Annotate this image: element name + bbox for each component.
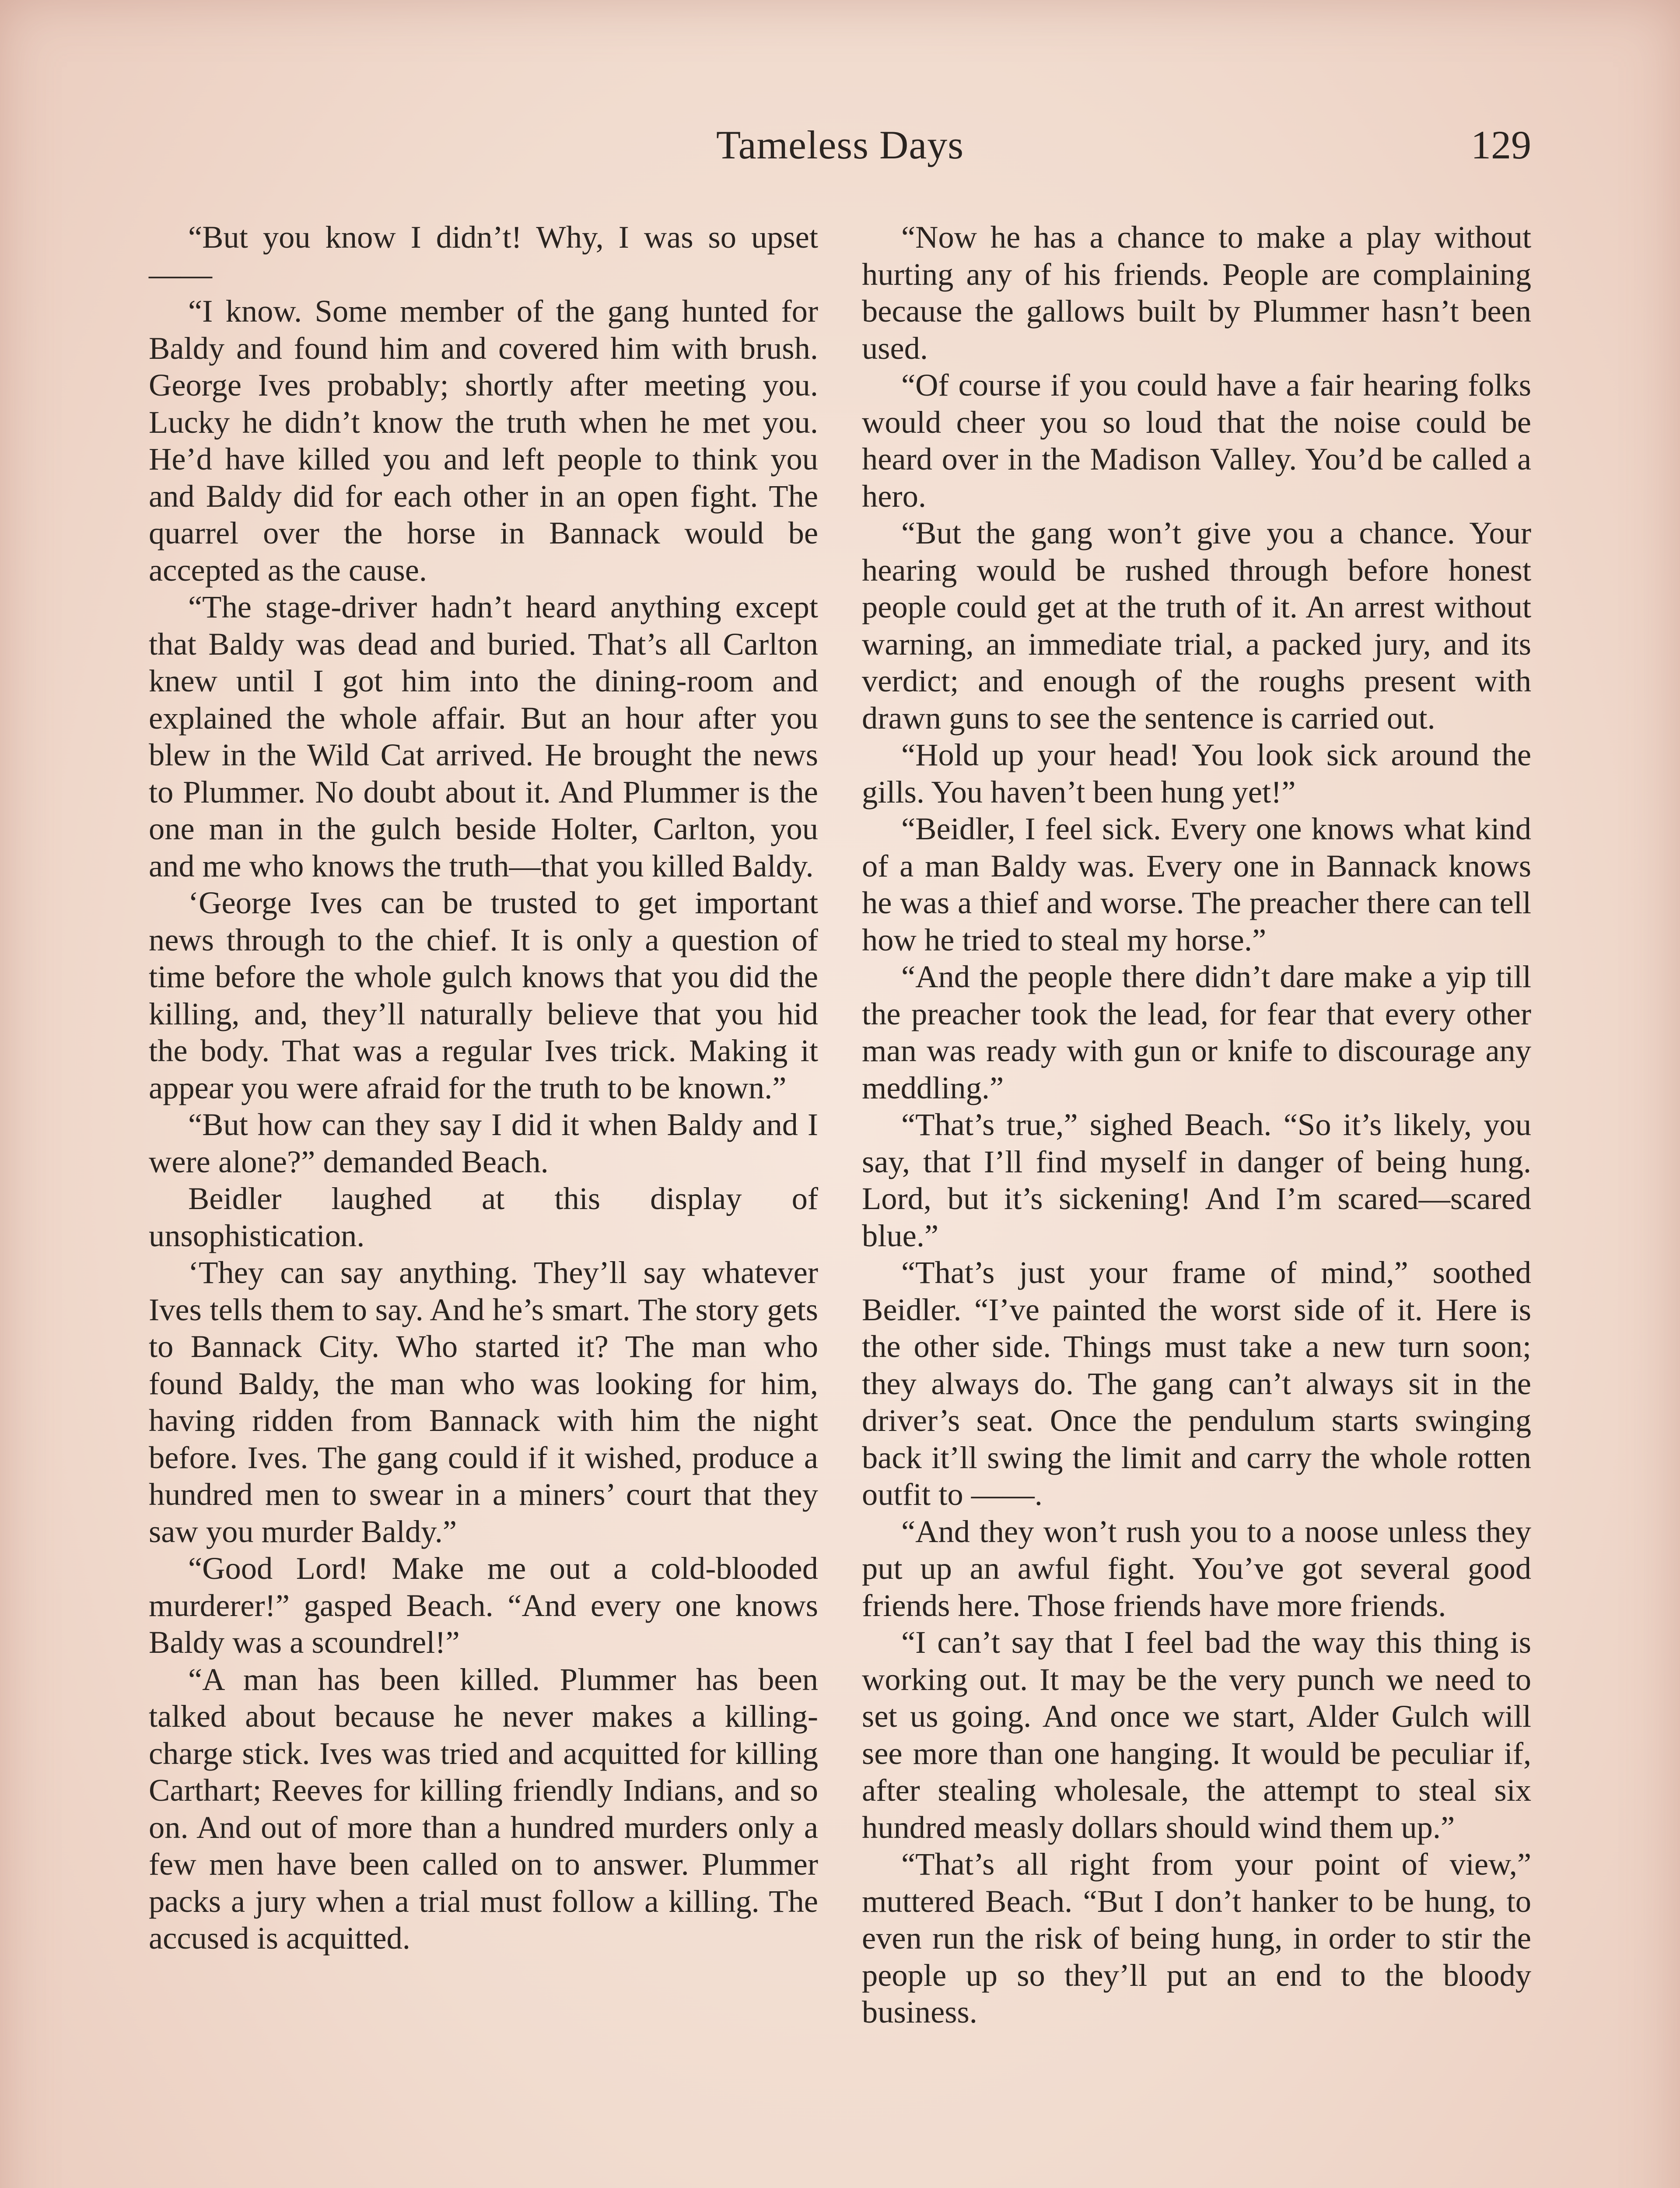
- paragraph: “The stage-driver hadn’t heard anything except that Baldy was dead and buried. That’s all Carlton knew until I got him into the dining-room and explained the whole affair. But an hour after you blew in the Wild Cat arrived. He brought the news to Plummer. No doubt about it. And Plummer is the one man in the gulch beside Holter, Carlton, you and me who knows the truth—that you killed Baldy.: [149, 589, 818, 884]
- paragraph: “And the people there didn’t dare make a yip till the preacher took the lead, for fear that every other man was ready with gun or knife to discourage any meddling.”: [862, 959, 1531, 1105]
- paragraph: “Now he has a chance to make a play without hurting any of his friends. People are complaining because the gallows built by Plummer hasn’t been used.: [862, 219, 1531, 366]
- paragraph: “That’s true,” sighed Beach. “So it’s likely, you say, that I’ll find myself in danger of being hung. Lord, but it’s sickening! And I’m scared—scared blue.”: [862, 1107, 1531, 1253]
- running-title: Tameless Days: [716, 123, 964, 167]
- paragraph: “Hold up your head! You look sick around the gills. You haven’t been hung yet!”: [862, 737, 1531, 810]
- right-column: [862, 219, 1531, 2031]
- paragraph: “Beidler, I feel sick. Every one knows what kind of a man Baldy was. Every one in Bannack knows he was a thief and worse. The preacher there can tell how he tried to steal my horse.”: [862, 811, 1531, 957]
- paragraph: “Good Lord! Make me out a cold-blooded murderer!” gasped Beach. “And every one knows Baldy was a scoundrel!”: [149, 1550, 818, 1660]
- paragraph: “A man has been killed. Plummer has been talked about because he never makes a killing-charge stick. Ives was tried and acquitted for killing Carthart; Reeves for killing friendly Indians, and so on. And out of more than a hundred murders only a few men have been called on to answer. Plummer packs a jury when a trial must follow a killing. The accused is acquitted.: [149, 1661, 818, 1956]
- paragraph: “I can’t say that I feel bad the way this thing is working out. It may be the very punch we need to set us going. And once we start, Alder Gulch will see more than one hanging. It would be peculiar if, after stealing wholesale, the attempt to steal six hundred measly dollars should wind them up.”: [862, 1624, 1531, 1845]
- paragraph: ‘George Ives can be trusted to get important news through to the chief. It is only a question of time before the whole gulch knows that you did the killing, and, they’ll naturally believe that you hid the body. That was a regular Ives trick. Making it appear you were afraid for the truth to be known.”: [149, 885, 818, 1105]
- paragraph: “Of course if you could have a fair hearing folks would cheer you so loud that the noise could be heard over in the Madison Valley. You’d be called a hero.: [862, 367, 1531, 514]
- left-column: [149, 219, 818, 1957]
- paragraph: “I know. Some member of the gang hunted for Baldy and found him and covered him with brush. George Ives probably; shortly after meeting you. Lucky he didn’t know the truth when he met you. He’d have killed you and left people to think you and Baldy did for each other in an open fight. The quarrel over the horse in Bannack would be accepted as the cause.: [149, 293, 818, 588]
- paragraph: “That’s just your frame of mind,” soothed Beidler. “I’ve painted the worst side of it. Here is the other side. Things must take a new turn soon; they always do. The gang can’t always sit in the driver’s seat. Once the pendulum starts swinging back it’ll swing the limit and carry the whole rotten outfit to ——.: [862, 1255, 1531, 1512]
- paragraph: “That’s all right from your point of view,” muttered Beach. “But I don’t hanker to be hung, to even run the risk of being hung, in order to stir the people up so they’ll put an end to the bloody business.: [862, 1846, 1531, 2030]
- paragraph: ‘They can say anything. They’ll say whatever Ives tells them to say. And he’s smart. The story gets to Bannack City. Who started it? The man who found Baldy, the man who was looking for him, having ridden from Bannack with him the night before. Ives. The gang could if it wished, produce a hundred men to swear in a miners’ court that they saw you murder Baldy.”: [149, 1255, 818, 1549]
- paragraph: “But the gang won’t give you a chance. Your hearing would be rushed through before honest people could get at the truth of it. An arrest without warning, an immediate trial, a packed jury, and its verdict; and enough of the roughs present with drawn guns to see the sentence is carried out.: [862, 515, 1531, 736]
- paragraph: Beidler laughed at this display of unsophistication.: [149, 1181, 818, 1253]
- paragraph: “But you know I didn’t! Why, I was so upset——: [149, 219, 818, 292]
- paragraph: “But how can they say I did it when Baldy and I were alone?” demanded Beach.: [149, 1107, 818, 1179]
- paragraph: “And they won’t rush you to a noose unless they put up an awful fight. You’ve got several good friends here. Those friends have more friends.: [862, 1513, 1531, 1623]
- page-number: 129: [1471, 123, 1531, 167]
